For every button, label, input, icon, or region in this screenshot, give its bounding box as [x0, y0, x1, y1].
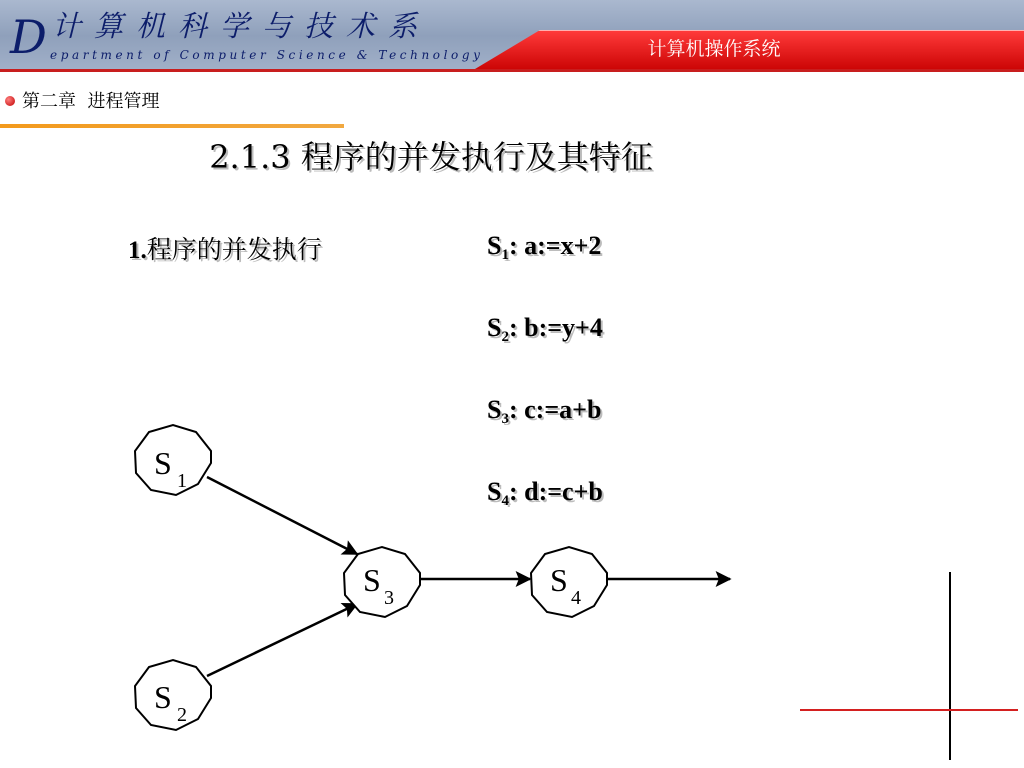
statement-expr: : d:=c+b: [508, 477, 603, 506]
node-label: S: [154, 445, 172, 481]
node-label: S: [154, 679, 172, 715]
node-s4: [531, 547, 607, 617]
department-name-cn: 计算机科学与技术系: [52, 9, 431, 43]
subheading-text: 程序的并发执行: [146, 235, 322, 264]
statement-subscript: 1: [501, 247, 509, 263]
node-s3: [344, 547, 420, 617]
slide-title: 2.1.3 程序的并发执行及其特征: [209, 138, 653, 176]
edge-s2-s3: [207, 604, 357, 676]
statement-expr: : b:=y+4: [508, 313, 603, 342]
statement-name: S: [487, 313, 502, 342]
statement-name: S: [487, 477, 502, 506]
node-subscript: 3: [384, 587, 394, 609]
chapter-label: 第二章 进程管理: [22, 91, 160, 112]
node-subscript: 1: [177, 470, 187, 492]
statement-expr: : c:=a+b: [508, 395, 602, 424]
subheading-number: 1.: [128, 237, 147, 264]
department-name-en: epartment of Computer Science & Technology: [50, 48, 484, 62]
statement-subscript: 2: [501, 329, 509, 345]
statement-subscript: 3: [501, 411, 509, 427]
node-subscript: 2: [177, 704, 187, 726]
department-logo: D: [10, 10, 47, 64]
node-label: S: [550, 562, 568, 598]
node-s2: [135, 660, 211, 730]
statement-name: S: [487, 231, 502, 260]
statement-subscript: 4: [501, 493, 509, 509]
node-label: S: [363, 562, 381, 598]
statement-expr: : a:=x+2: [508, 231, 602, 260]
course-title: 计算机操作系统: [647, 38, 781, 60]
statement-name: S: [487, 395, 502, 424]
edge-s1-s3: [207, 477, 357, 554]
node-s1: [135, 425, 211, 495]
node-subscript: 4: [571, 587, 581, 609]
